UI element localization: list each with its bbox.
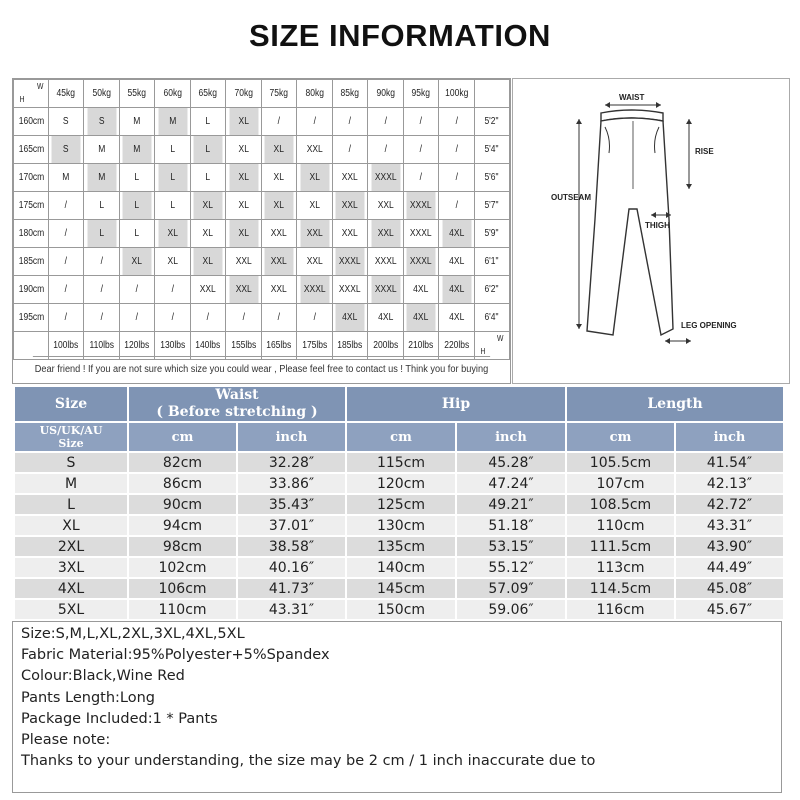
size-cell-waist-in: 41.73″ bbox=[237, 578, 346, 599]
weight-lbs-label: 140lbs bbox=[193, 332, 223, 360]
grid-cell: L bbox=[122, 164, 152, 192]
size-cell-hip-in: 49.21″ bbox=[456, 494, 566, 515]
size-cell-hip-in: 45.28″ bbox=[456, 452, 566, 473]
height-cm-label: 185cm bbox=[16, 248, 46, 276]
size-cell-size: L bbox=[14, 494, 128, 515]
grid-cell: XXL bbox=[335, 220, 365, 248]
thigh-label: THIGH bbox=[645, 221, 670, 230]
grid-cell: XL bbox=[229, 164, 259, 192]
grid-cell: L bbox=[158, 192, 188, 220]
grid-cell: / bbox=[51, 304, 81, 332]
page-title: SIZE INFORMATION bbox=[249, 18, 551, 53]
grid-cell: XXXL bbox=[335, 276, 365, 304]
size-row bbox=[14, 494, 784, 515]
size-cell-len-in: 43.31″ bbox=[675, 515, 784, 536]
size-cell-hip-cm: 115cm bbox=[346, 452, 456, 473]
grid-cell: / bbox=[371, 136, 401, 164]
grid-cell: 4XL bbox=[406, 276, 436, 304]
grid-cell: / bbox=[264, 108, 294, 136]
info-colour: Colour:Black,Wine Red bbox=[21, 668, 185, 685]
size-cell-hip-cm: 140cm bbox=[346, 557, 456, 578]
corner-w: W bbox=[36, 82, 43, 91]
grid-row bbox=[14, 164, 510, 192]
size-cell-waist-in: 33.86″ bbox=[237, 473, 346, 494]
size-cell-size: XL bbox=[14, 515, 128, 536]
size-cell-size: 4XL bbox=[14, 578, 128, 599]
weight-lbs-label: 120lbs bbox=[122, 332, 152, 360]
height-ft-label: 6'2" bbox=[477, 276, 507, 304]
grid-cell: / bbox=[122, 304, 152, 332]
size-cell-size: 2XL bbox=[14, 536, 128, 557]
grid-cell: L bbox=[122, 220, 152, 248]
weight-lbs-label: 100lbs bbox=[51, 332, 81, 360]
grid-cell: S bbox=[51, 108, 81, 136]
grid-cell: XXXL bbox=[335, 248, 365, 276]
weight-kg-label: 60kg bbox=[158, 80, 188, 108]
grid-cell: XXL bbox=[335, 164, 365, 192]
height-ft-label: 5'2" bbox=[477, 108, 507, 136]
grid-cell: XXXL bbox=[406, 248, 436, 276]
size-cell-len-cm: 116cm bbox=[566, 599, 675, 620]
grid-cell: XXL bbox=[193, 276, 223, 304]
size-cell-len-in: 45.08″ bbox=[675, 578, 784, 599]
grid-cell: XXL bbox=[300, 136, 330, 164]
height-cm-label: 165cm bbox=[16, 136, 46, 164]
size-cell-hip-cm: 150cm bbox=[346, 599, 456, 620]
grid-cell: / bbox=[442, 136, 472, 164]
weight-lbs-label: 210lbs bbox=[406, 332, 436, 360]
size-cell-waist-in: 40.16″ bbox=[237, 557, 346, 578]
waist-cm-header: cm bbox=[128, 422, 237, 452]
size-cell-len-in: 44.49″ bbox=[675, 557, 784, 578]
size-cell-size: 3XL bbox=[14, 557, 128, 578]
size-cell-waist-cm: 86cm bbox=[128, 473, 237, 494]
size-row bbox=[14, 536, 784, 557]
grid-cell: XXXL bbox=[371, 276, 401, 304]
grid-header-row bbox=[14, 80, 510, 108]
waist-header-sub: ( Before stretching ) bbox=[156, 404, 318, 420]
grid-cell: XL bbox=[193, 248, 223, 276]
grid-cell: / bbox=[442, 164, 472, 192]
size-cell-hip-cm: 145cm bbox=[346, 578, 456, 599]
grid-cell: / bbox=[229, 304, 259, 332]
height-cm-label: 195cm bbox=[16, 304, 46, 332]
weight-kg-label: 95kg bbox=[406, 80, 436, 108]
weight-kg-label: 100kg bbox=[442, 80, 472, 108]
weight-kg-label: 90kg bbox=[371, 80, 401, 108]
grid-cell: / bbox=[442, 192, 472, 220]
size-row bbox=[14, 599, 784, 620]
grid-cell: L bbox=[193, 108, 223, 136]
height-ft-label: 5'7" bbox=[477, 192, 507, 220]
weight-kg-label: 65kg bbox=[193, 80, 223, 108]
height-ft-label: 5'4" bbox=[477, 136, 507, 164]
grid-cell: XL bbox=[193, 220, 223, 248]
size-cell-hip-in: 51.18″ bbox=[456, 515, 566, 536]
size-cell-len-cm: 110cm bbox=[566, 515, 675, 536]
grid-cell: XL bbox=[264, 136, 294, 164]
grid-cell: / bbox=[406, 108, 436, 136]
size-row bbox=[14, 515, 784, 536]
height-ft-label: 6'4" bbox=[477, 304, 507, 332]
grid-row bbox=[14, 220, 510, 248]
size-system-line2: Size bbox=[58, 437, 84, 450]
grid-cell: XXXL bbox=[406, 220, 436, 248]
length-inch-header: inch bbox=[675, 422, 784, 452]
grid-cell: 4XL bbox=[442, 276, 472, 304]
size-cell-waist-cm: 82cm bbox=[128, 452, 237, 473]
grid-cell: L bbox=[87, 192, 117, 220]
grid-cell: XXXL bbox=[371, 248, 401, 276]
size-cell-len-in: 43.90″ bbox=[675, 536, 784, 557]
grid-cell: XL bbox=[158, 248, 188, 276]
weight-lbs-label: 110lbs bbox=[87, 332, 117, 360]
grid-cell: / bbox=[371, 108, 401, 136]
size-cell-waist-in: 35.43″ bbox=[237, 494, 346, 515]
leg-opening-label: LEG OPENING bbox=[681, 321, 737, 330]
grid-cell: XXL bbox=[229, 276, 259, 304]
size-cell-len-cm: 111.5cm bbox=[566, 536, 675, 557]
grid-cell: L bbox=[122, 192, 152, 220]
grid-cell: M bbox=[122, 108, 152, 136]
size-cell-waist-cm: 102cm bbox=[128, 557, 237, 578]
hip-cm-header: cm bbox=[346, 422, 456, 452]
height-ft-label: 5'6" bbox=[477, 164, 507, 192]
size-cell-waist-in: 38.58″ bbox=[237, 536, 346, 557]
size-cell-hip-in: 59.06″ bbox=[456, 599, 566, 620]
size-cell-len-in: 41.54″ bbox=[675, 452, 784, 473]
size-cell-hip-cm: 125cm bbox=[346, 494, 456, 515]
grid-cell: / bbox=[51, 220, 81, 248]
size-cell-len-cm: 108.5cm bbox=[566, 494, 675, 515]
contact-note: Dear friend ! If you are not sure which size you could wear , Please feel free to contact us ! Think you for buying bbox=[33, 356, 490, 383]
info-note-text: Thanks to your understanding, the size may be 2 cm / 1 inch inaccurate due to bbox=[21, 753, 596, 770]
grid-cell: 4XL bbox=[406, 304, 436, 332]
length-header: Length bbox=[566, 386, 784, 422]
waist-label: WAIST bbox=[619, 93, 645, 102]
size-measurement-table bbox=[12, 384, 784, 622]
grid-cell: XL bbox=[122, 248, 152, 276]
grid-cell: XXL bbox=[264, 276, 294, 304]
grid-cell: / bbox=[158, 276, 188, 304]
length-cm-header: cm bbox=[566, 422, 675, 452]
grid-cell: S bbox=[51, 136, 81, 164]
grid-cell: M bbox=[87, 136, 117, 164]
grid-cell: M bbox=[51, 164, 81, 192]
weight-kg-label: 45kg bbox=[51, 80, 81, 108]
grid-cell: XL bbox=[158, 220, 188, 248]
grid-cell: / bbox=[406, 136, 436, 164]
size-cell-size: 5XL bbox=[14, 599, 128, 620]
size-system-header bbox=[14, 422, 128, 452]
grid-cell: / bbox=[442, 108, 472, 136]
weight-kg-label: 55kg bbox=[122, 80, 152, 108]
grid-cell: L bbox=[158, 136, 188, 164]
grid-row bbox=[14, 108, 510, 136]
weight-kg-label: 50kg bbox=[87, 80, 117, 108]
size-cell-hip-in: 47.24″ bbox=[456, 473, 566, 494]
weight-kg-label: 80kg bbox=[300, 80, 330, 108]
grid-cell: / bbox=[87, 304, 117, 332]
waist-header-label: Waist bbox=[215, 387, 259, 403]
size-cell-hip-cm: 120cm bbox=[346, 473, 456, 494]
size-recommendation-grid bbox=[12, 78, 511, 384]
height-cm-label: 175cm bbox=[16, 192, 46, 220]
size-row bbox=[14, 473, 784, 494]
height-cm-label: 190cm bbox=[16, 276, 46, 304]
weight-kg-label: 70kg bbox=[229, 80, 259, 108]
grid-cell: XL bbox=[300, 164, 330, 192]
grid-cell: XXL bbox=[300, 220, 330, 248]
size-cell-waist-in: 43.31″ bbox=[237, 599, 346, 620]
grid-cell: / bbox=[335, 108, 365, 136]
grid-cell: / bbox=[87, 276, 117, 304]
grid-cell: 4XL bbox=[442, 304, 472, 332]
grid-cell: / bbox=[51, 276, 81, 304]
grid-cell: / bbox=[406, 164, 436, 192]
grid-cell: / bbox=[51, 192, 81, 220]
pants-diagram bbox=[512, 78, 790, 384]
hip-inch-header: inch bbox=[456, 422, 566, 452]
grid-row bbox=[14, 276, 510, 304]
size-cell-len-cm: 113cm bbox=[566, 557, 675, 578]
weight-kg-label: 85kg bbox=[335, 80, 365, 108]
grid-cell: M bbox=[158, 108, 188, 136]
grid-corner bbox=[16, 80, 46, 108]
grid-row bbox=[14, 136, 510, 164]
grid-cell: XXXL bbox=[406, 192, 436, 220]
grid-cell: L bbox=[193, 164, 223, 192]
grid-cell: XL bbox=[229, 220, 259, 248]
grid-cell: / bbox=[193, 304, 223, 332]
size-system-line1: US/UK/AU bbox=[39, 424, 103, 437]
grid-cell: XXL bbox=[229, 248, 259, 276]
size-cell-waist-in: 32.28″ bbox=[237, 452, 346, 473]
size-cell-waist-cm: 90cm bbox=[128, 494, 237, 515]
grid-cell: M bbox=[87, 164, 117, 192]
weight-lbs-label: 155lbs bbox=[229, 332, 259, 360]
height-cm-label: 170cm bbox=[16, 164, 46, 192]
info-length: Pants Length:Long bbox=[21, 689, 156, 706]
grid-cell: XL bbox=[264, 192, 294, 220]
size-cell-waist-cm: 110cm bbox=[128, 599, 237, 620]
weight-lbs-label: 165lbs bbox=[264, 332, 294, 360]
size-cell-waist-cm: 94cm bbox=[128, 515, 237, 536]
info-fabric: Fabric Material:95%Polyester+5%Spandex bbox=[21, 647, 330, 664]
grid-cell: / bbox=[87, 248, 117, 276]
grid-row bbox=[14, 248, 510, 276]
size-cell-size: M bbox=[14, 473, 128, 494]
grid-cell: / bbox=[335, 136, 365, 164]
grid-cell: XL bbox=[193, 192, 223, 220]
info-package: Package Included:1 * Pants bbox=[21, 710, 218, 727]
weight-lbs-label: 200lbs bbox=[371, 332, 401, 360]
grid-cell: XL bbox=[300, 192, 330, 220]
grid-cell: XXXL bbox=[300, 276, 330, 304]
grid-cell: M bbox=[122, 136, 152, 164]
outseam-label: OUTSEAM bbox=[551, 193, 591, 202]
grid-cell: / bbox=[51, 248, 81, 276]
size-cell-len-cm: 107cm bbox=[566, 473, 675, 494]
height-ft-label: 5'9" bbox=[477, 220, 507, 248]
weight-lbs-label: 175lbs bbox=[300, 332, 330, 360]
waist-inch-header: inch bbox=[237, 422, 346, 452]
grid-blank bbox=[477, 80, 507, 108]
size-cell-waist-cm: 106cm bbox=[128, 578, 237, 599]
size-cell-size: S bbox=[14, 452, 128, 473]
corner-w: W bbox=[497, 334, 504, 343]
grid-cell: XXL bbox=[371, 192, 401, 220]
grid-cell: XL bbox=[229, 136, 259, 164]
grid-cell: XXL bbox=[264, 220, 294, 248]
rise-label: RISE bbox=[695, 147, 714, 156]
grid-cell: / bbox=[264, 304, 294, 332]
size-cell-len-cm: 114.5cm bbox=[566, 578, 675, 599]
info-sizes: Size:S,M,L,XL,2XL,3XL,4XL,5XL bbox=[21, 626, 245, 642]
size-header: Size bbox=[14, 386, 128, 422]
grid-cell: / bbox=[122, 276, 152, 304]
corner-h: H bbox=[19, 95, 25, 104]
grid-cell: L bbox=[158, 164, 188, 192]
grid-cell: XXL bbox=[335, 192, 365, 220]
height-cm-label: 160cm bbox=[16, 108, 46, 136]
grid-cell: L bbox=[87, 220, 117, 248]
size-cell-waist-cm: 98cm bbox=[128, 536, 237, 557]
hip-header: Hip bbox=[346, 386, 566, 422]
height-cm-label: 180cm bbox=[16, 220, 46, 248]
weight-lbs-label: 185lbs bbox=[335, 332, 365, 360]
grid-cell: S bbox=[87, 108, 117, 136]
height-ft-label: 6'1" bbox=[477, 248, 507, 276]
grid-cell: XXXL bbox=[371, 164, 401, 192]
weight-kg-label: 75kg bbox=[264, 80, 294, 108]
size-row bbox=[14, 557, 784, 578]
grid-cell: L bbox=[193, 136, 223, 164]
size-cell-hip-cm: 135cm bbox=[346, 536, 456, 557]
corner-h: H bbox=[480, 347, 486, 356]
grid-cell: / bbox=[300, 108, 330, 136]
grid-row bbox=[14, 192, 510, 220]
size-cell-len-in: 42.13″ bbox=[675, 473, 784, 494]
grid-cell: XL bbox=[264, 164, 294, 192]
grid-cell: XXL bbox=[264, 248, 294, 276]
size-cell-len-in: 45.67″ bbox=[675, 599, 784, 620]
size-cell-waist-in: 37.01″ bbox=[237, 515, 346, 536]
size-cell-hip-in: 53.15″ bbox=[456, 536, 566, 557]
weight-lbs-label: 130lbs bbox=[158, 332, 188, 360]
grid-cell: / bbox=[300, 304, 330, 332]
grid-cell: XXL bbox=[300, 248, 330, 276]
grid-cell: 4XL bbox=[442, 248, 472, 276]
grid-row bbox=[14, 304, 510, 332]
pants-outline-icon bbox=[513, 79, 789, 383]
info-note-heading: Please note: bbox=[21, 731, 111, 748]
grid-cell: XL bbox=[229, 192, 259, 220]
size-cell-len-in: 42.72″ bbox=[675, 494, 784, 515]
grid-cell: 4XL bbox=[371, 304, 401, 332]
size-cell-hip-in: 57.09″ bbox=[456, 578, 566, 599]
waist-header bbox=[128, 386, 346, 422]
size-row bbox=[14, 452, 784, 473]
size-cell-hip-cm: 130cm bbox=[346, 515, 456, 536]
size-row bbox=[14, 578, 784, 599]
grid-cell: 4XL bbox=[442, 220, 472, 248]
weight-lbs-label: 220lbs bbox=[442, 332, 472, 360]
grid-cell: 4XL bbox=[335, 304, 365, 332]
product-info bbox=[12, 621, 782, 793]
size-cell-hip-in: 55.12″ bbox=[456, 557, 566, 578]
grid-cell: XXL bbox=[371, 220, 401, 248]
size-cell-len-cm: 105.5cm bbox=[566, 452, 675, 473]
grid-cell: / bbox=[158, 304, 188, 332]
grid-cell: XL bbox=[229, 108, 259, 136]
